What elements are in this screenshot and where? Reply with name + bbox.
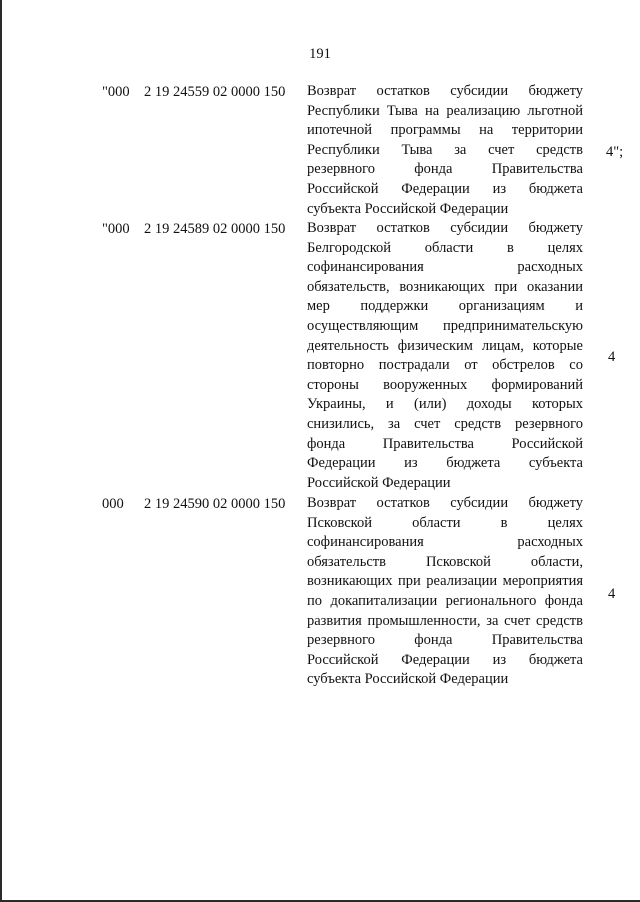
description-line: снизились, за счет средств резервного xyxy=(307,415,583,432)
description-line: стороны вооруженных формирований xyxy=(307,376,583,393)
description-line: фонда Правительства Российской xyxy=(307,435,583,452)
description-line: деятельность физическим лицам, которые xyxy=(307,337,583,354)
admin-code: "000 xyxy=(102,84,130,100)
row-amount: 4"; xyxy=(606,144,624,160)
description-line: Республики Тыва за счет средств xyxy=(307,141,583,158)
description-line: Псковской области в целях xyxy=(307,514,583,531)
description-line: развития промышленности, за счет средств xyxy=(307,612,583,629)
row-description xyxy=(307,219,583,493)
description-line: Возврат остатков субсидии бюджету xyxy=(307,83,583,99)
description-line: Возврат остатков субсидии бюджету xyxy=(307,220,583,236)
description-line: возникающих при реализации мероприятия xyxy=(307,573,583,590)
description-line: Российской Федерации из бюджета xyxy=(307,651,583,668)
description-line: мер поддержки организациям и xyxy=(307,298,583,315)
description-line: Республики Тыва на реализацию льготной xyxy=(307,102,583,119)
row-description xyxy=(307,494,583,690)
description-line: Российской Федерации из бюджета xyxy=(307,180,583,197)
description-line: осуществляющим предпринимательскую xyxy=(307,317,583,334)
description-line: обязательств Псковской области, xyxy=(307,553,583,570)
admin-code: 000 xyxy=(102,496,124,512)
budget-classification-code: 2 19 24559 02 0000 150 xyxy=(144,84,286,100)
row-description xyxy=(307,82,583,219)
description-line: резервного фонда Правительства xyxy=(307,161,583,178)
row-amount: 4 xyxy=(608,349,616,365)
admin-code: "000 xyxy=(102,221,130,237)
budget-classification-code: 2 19 24589 02 0000 150 xyxy=(144,221,286,237)
scan-edge xyxy=(0,0,2,902)
description-line: Возврат остатков субсидии бюджету xyxy=(307,495,583,511)
description-line: Российской Федерации xyxy=(307,474,451,491)
description-line: обязательств, возникающих при оказании xyxy=(307,278,583,295)
description-line: по докапитализации регионального фонда xyxy=(307,592,583,609)
row-amount: 4 xyxy=(608,586,616,602)
description-line: Федерации из бюджета субъекта xyxy=(307,455,583,472)
description-line: повторно пострадали от обстрелов со xyxy=(307,357,583,374)
description-line: субъекта Российской Федерации xyxy=(307,200,509,217)
page-number: 191 xyxy=(309,46,331,62)
description-line: софинансирования расходных xyxy=(307,534,583,551)
description-line: резервного фонда Правительства xyxy=(307,632,583,649)
description-line: ипотечной программы на территории xyxy=(307,122,583,139)
budget-classification-code: 2 19 24590 02 0000 150 xyxy=(144,496,286,512)
description-line: софинансирования расходных xyxy=(307,259,583,276)
description-line: Украины, и (или) доходы которых xyxy=(307,396,583,413)
description-line: Белгородской области в целях xyxy=(307,239,583,256)
description-line: субъекта Российской Федерации xyxy=(307,671,509,688)
